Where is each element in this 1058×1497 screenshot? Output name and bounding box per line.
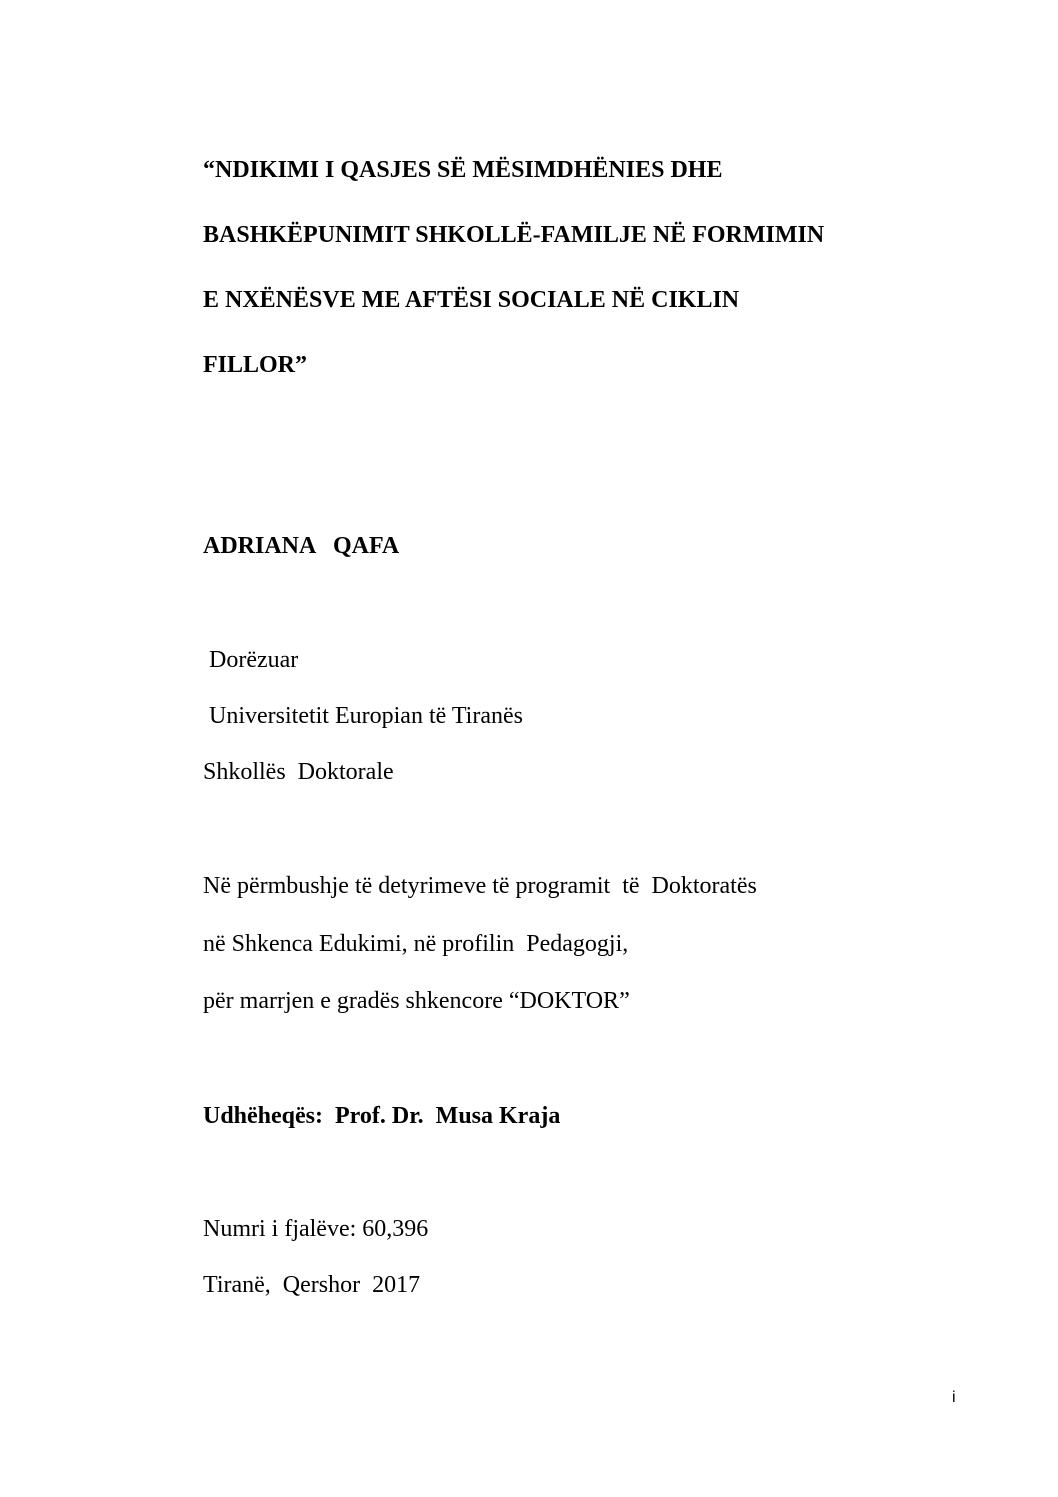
place-date: Tiranë, Qershor 2017 (203, 1272, 421, 1298)
fulfillment-line-1: Në përmbushje të detyrimeve të programit të Doktoratës (203, 873, 757, 899)
title-line-1: “NDIKIMI I QASJES SË MËSIMDHËNIES DHE (203, 157, 723, 183)
page-number: i (952, 1389, 956, 1406)
word-count: Numri i fjalëve: 60,396 (203, 1216, 429, 1242)
title-line-2: BASHKËPUNIMIT SHKOLLË-FAMILJE NË FORMIMIN (203, 222, 825, 248)
fulfillment-line-2: në Shkenca Edukimi, në profilin Pedagogji, (203, 931, 629, 957)
fulfillment-line-3: për marrjen e gradës shkencore “DOKTOR” (203, 988, 630, 1014)
supervisor-line: Udhëheqës: Prof. Dr. Musa Kraja (203, 1103, 561, 1129)
submission-line-2: Universitetit Europian të Tiranës (203, 703, 523, 729)
title-line-4: FILLOR” (203, 352, 308, 378)
title-line-3: E NXËNËSVE ME AFTËSI SOCIALE NË CIKLIN (203, 287, 740, 313)
author-name: ADRIANA QAFA (203, 533, 400, 559)
submission-line-1: Dorëzuar (203, 647, 299, 673)
submission-line-3: Shkollës Doktorale (203, 759, 394, 785)
